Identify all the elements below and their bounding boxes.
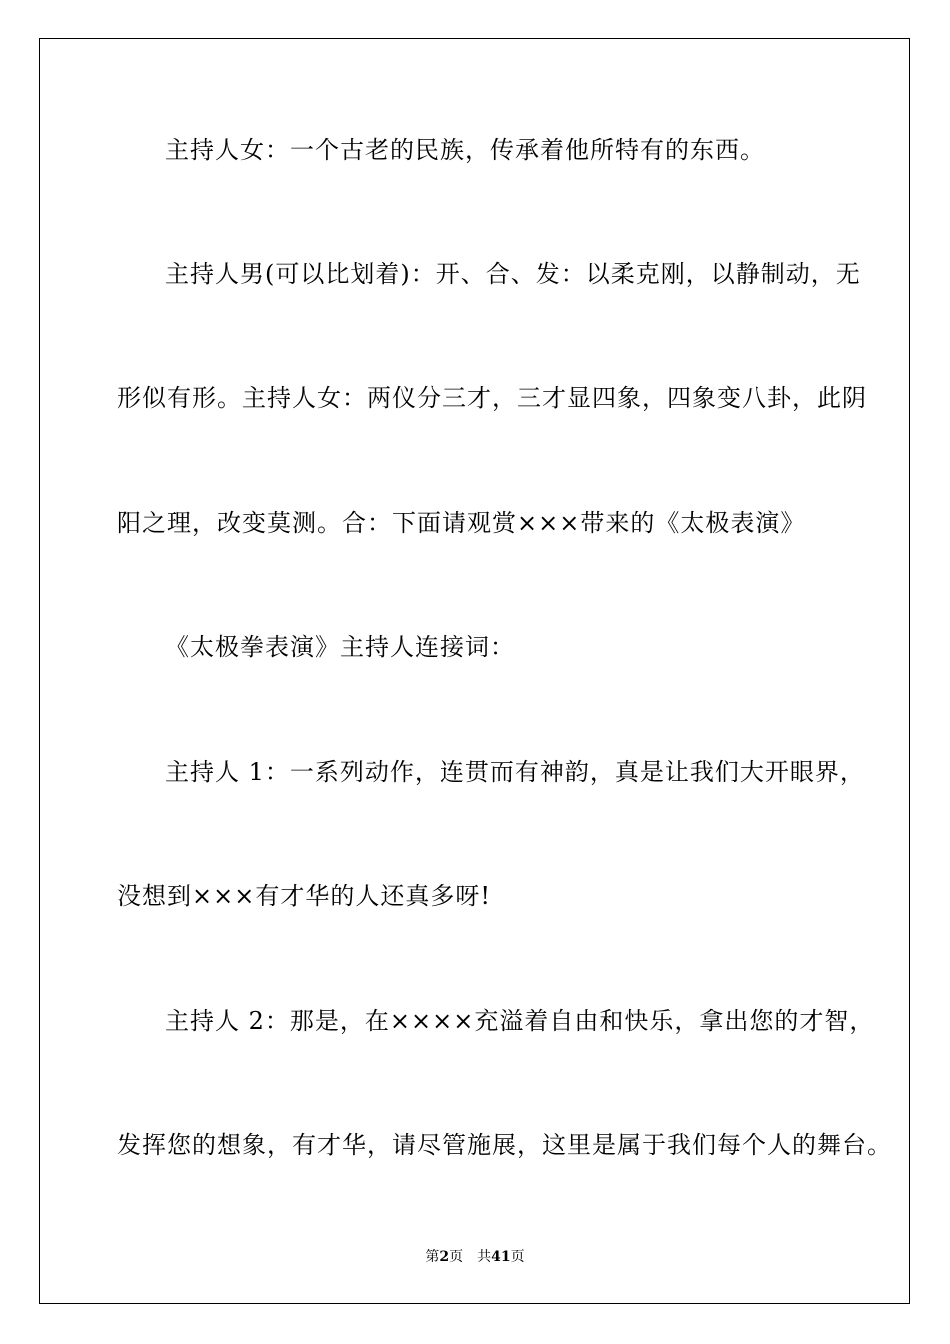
page-border [39, 38, 910, 1304]
paragraph-line: 《太极拳表演》主持人连接词： [165, 633, 515, 661]
paragraph-line: 主持人 1：一系列动作，连贯而有神韵，真是让我们大开眼界， [165, 758, 865, 786]
total-suffix: 页 [510, 1249, 525, 1265]
total-pages: 41 [491, 1249, 511, 1265]
paragraph-line: 阳之理，改变莫测。合：下面请观赏×××带来的《太极表演》 [117, 509, 806, 537]
page-number: 2 [439, 1249, 450, 1265]
paragraph-line: 主持人女：一个古老的民族，传承着他所特有的东西。 [165, 136, 765, 164]
paragraph-line: 主持人男(可以比划着)：开、合、发：以柔克刚，以静制动，无 [165, 260, 861, 288]
total-prefix: 共 [477, 1249, 492, 1265]
paragraph-line: 发挥您的想象，有才华，请尽管施展，这里是属于我们每个人的舞台。 [117, 1131, 892, 1159]
page-suffix: 页 [449, 1249, 464, 1265]
page-footer [0, 1247, 950, 1267]
paragraph-line: 形似有形。主持人女：两仪分三才，三才显四象，四象变八卦，此阴 [117, 384, 867, 412]
page-prefix: 第 [425, 1249, 440, 1265]
paragraph-line: 没想到×××有才华的人还真多呀! [117, 882, 491, 910]
paragraph-line: 主持人 2：那是，在××××充溢着自由和快乐，拿出您的才智， [165, 1007, 875, 1035]
